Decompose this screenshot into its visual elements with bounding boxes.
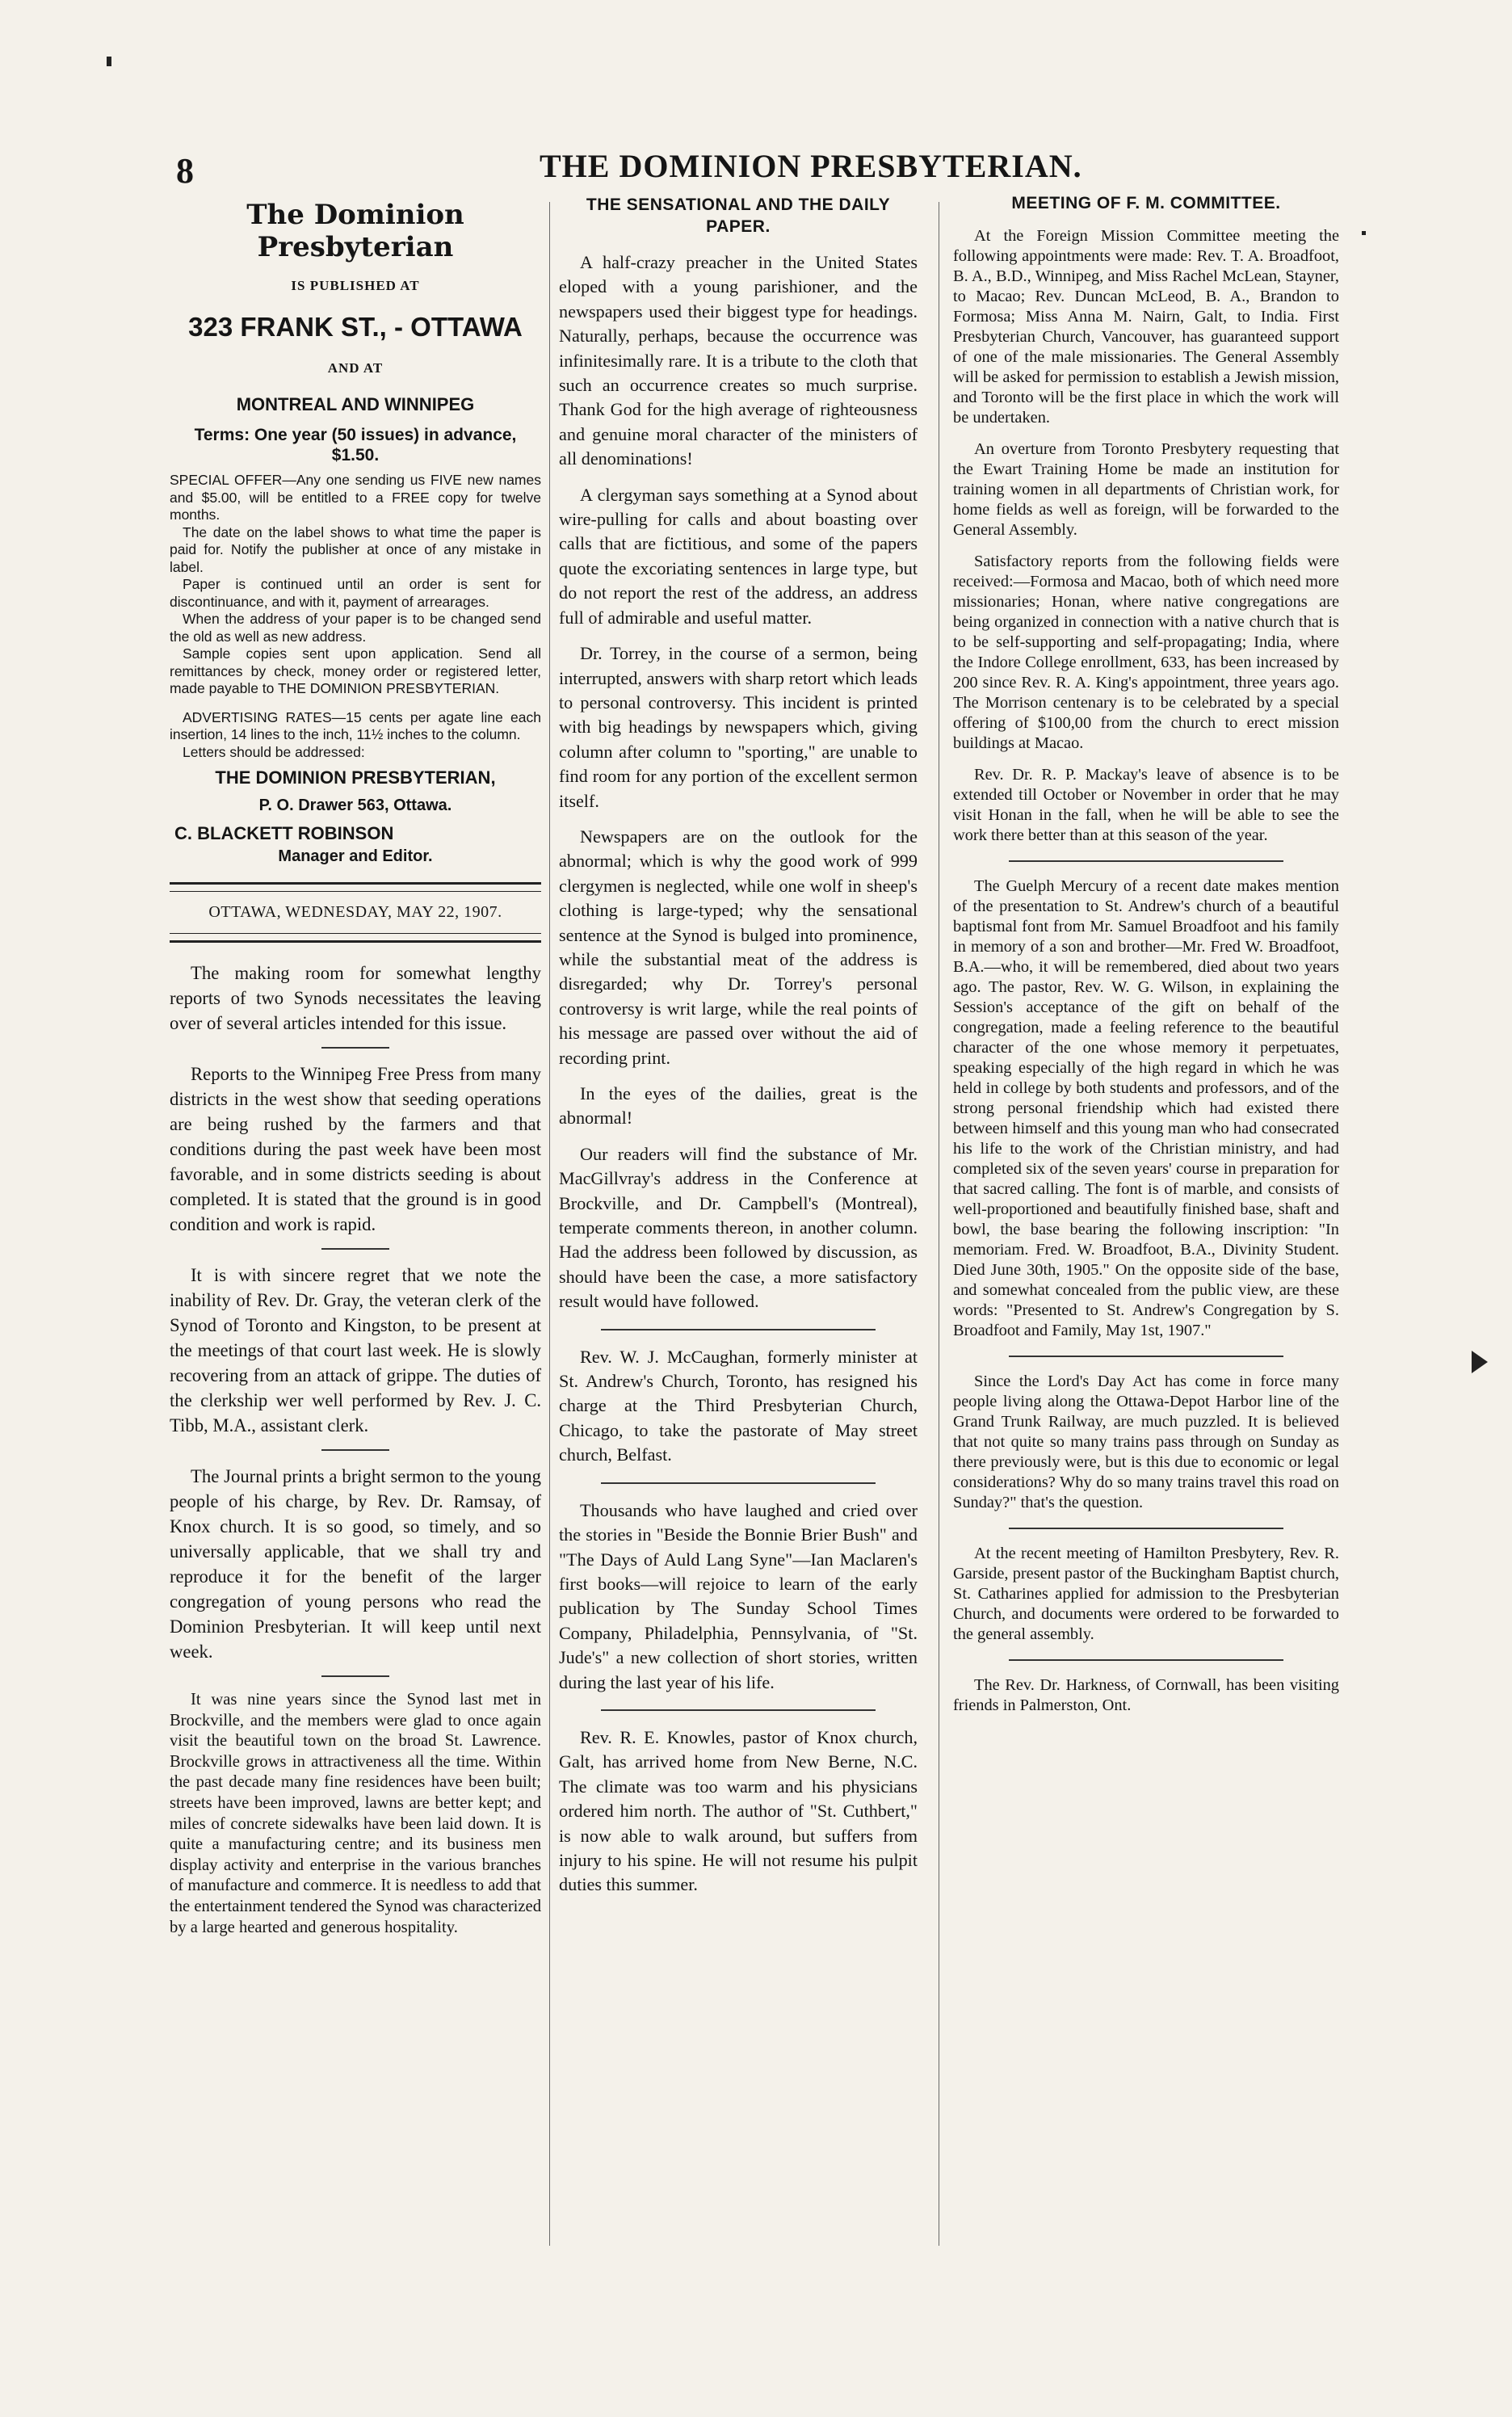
rule [170, 891, 541, 892]
notice-label-date: The date on the label shows to what time the paper is paid for. Notify the publisher at once of any mistake in label. [170, 523, 541, 575]
divider [321, 1449, 389, 1451]
advertising-rates: ADVERTISING RATES—15 cents per agate line each insertion, 14 lines to the inch, 11½ inches to the column. [170, 708, 541, 742]
divider [1009, 1356, 1283, 1357]
issue-dateline: OTTAWA, WEDNESDAY, MAY 22, 1907. [208, 903, 502, 921]
rule [170, 933, 541, 934]
article-paragraph: The Journal prints a bright sermon to the young people of his charge, by Rev. Dr. Ramsay, of Knox church. It is so good, so timely, and so universally applicable, that we shall try and reproduce it for the benefit of the larger congregation of young persons who read the Dominion Presbyterian. It will keep until next week. [170, 1466, 541, 1662]
article-paragraph: The making room for somewhat lengthy reports of two Synods necessitates the leaving over of several articles intended for this issue. [170, 963, 541, 1033]
divider [601, 1482, 876, 1484]
article-paragraph: An overture from Toronto Presbytery requesting that the Ewart Training Home be made an institution for training women in all departments of Christian work, for home fields as well as foreign, will be forwarded to the General Assembly. [953, 440, 1339, 539]
article-paragraph: Newspapers are on the outlook for the abnormal; which is why the good work of 999 clergymen is neglected, while one wolf in sheep's clothing is large-typed; why the sensational sentence at the Synod is bulged into prominence, while the substantial meat of the address is disregarded; why Dr. Torrey's personal controversy is writ large, while the real points of his message are passed over without the aid of recording print. [559, 826, 918, 1068]
addressee: THE DOMINION PRESBYTERIAN, [215, 767, 496, 788]
article-paragraph: A clergyman says something at a Synod about wire-pulling for calls and about boasting over calls that are fictitious, and some of the papers quote the excoriating sentences in large type, but do not report the rest of the address, an address full of admirable and useful matter. [559, 484, 918, 628]
article-paragraph: Satisfactory reports from the following fields were received:—Formosa and Macao, both of which need more missionaries; Honan, where native congregations are being organized in connection with a native church that is to be self-supporting and self-propagating; India, where the Indore College enrollment, 633, has been increased by 200 since Rev. R. A. King's appointment, three years ago. The Morrison centenary is to be celebrated by a special offering of $100,00 from the church to erect mission buildings at Macao. [953, 553, 1339, 752]
article-paragraph: At the Foreign Mission Committee meeting the following appointments were made: Rev. T. A. Broadfoot, B. A., B.D., Winnipeg, and Miss Rachel McLean, Stayner, to Macao; Rev. Duncan McLeod, B. A., Brandon to Formosa; Miss Anna M. Nairn, Galt, to India. First Presbyterian Church, Vancouver, has guaranteed support of one of the male missionaries. The General Assembly will be asked for permission to establish a Jewish mission, and Toronto will be the first place in which the work will be undertaken. [953, 227, 1339, 427]
divider [321, 1248, 389, 1250]
news-item: Thousands who have laughed and cried over the stories in "Beside the Bonnie Brier Bush" and "The Days of Auld Lang Syne"—Ian Maclaren's first books—will rejoice to learn of the early publication by The Sunday School Times Company, Philadelphia, Pennsylvania, of "St. Jude's" a new collection of short stories, written during the last year of his life. [559, 1499, 918, 1692]
article-paragraph: A half-crazy preacher in the United States eloped with a young parishioner, and the newspapers used their biggest type for headings. Naturally, perhaps, because the occurrence was infinitesimally rare. It is a tribute to the cloth that such an occurrence creates so much surprise. Thank God for the high average of righteousness and genuine moral character of the ministers of all denominations! [559, 252, 918, 469]
news-item: Since the Lord's Day Act has come in force many people living along the Ottawa-Depot Harbor line of the Grand Trunk Railway, are much puzzled. It is believed that not quite so many trains pass through on Sunday as there previously were, but is this due to economic or legal considerations? Why do so many trains travel this road on Sunday?" that's the question. [953, 1372, 1339, 1511]
subscription-terms: Terms: One year (50 issues) in advance, $1.50. [194, 426, 517, 464]
article-paragraph: It was nine years since the Synod last met in Brockville, and the members were glad to once again visit the beautiful town on the broad St. Lawrence. Brockville grows in attractiveness all the time. Within the past decade many fine residences have been built; streets have been improved, lawns are better kept; and miles of concrete sidewalks have been laid down. It is quite a manufacturing centre; and its business men display activity and enterprise in the various branches of manufacture and commerce. It is needless to add that the entertainment tendered the Synod was characterized by a large hearted and generous hospitality. [170, 1691, 541, 1936]
news-item: Rev. R. E. Knowles, pastor of Knox church, Galt, has arrived home from New Berne, N.C. The climate was too warm and his physicians ordered him north. The author of "St. Cuthbert," is now able to walk around, but suffers from injury to his spine. He will not resume his pulpit duties this summer. [559, 1726, 918, 1895]
article-paragraph: Dr. Torrey, in the course of a sermon, being interrupted, answers with sharp retort which leads to personal controversy. This incident is printed with big headings by newspapers which, giving column after column to "sporting," are unable to find room for any portion of the excellent sermon itself. [559, 643, 918, 811]
margin-arrow-mark [1472, 1351, 1488, 1373]
divider [1009, 860, 1283, 862]
scan-speck [107, 57, 111, 66]
page-number: 8 [176, 151, 194, 191]
manager-title: Manager and Editor. [278, 847, 433, 865]
column-middle [559, 194, 918, 1909]
article-paragraph: Reports to the Winnipeg Free Press from many districts in the west show that seeding operations are being rushed by the farmers and that conditions during the past week have been most favorable, and in some districts seeding is about completed. It is stated that the ground is in good condition and work is rapid. [170, 1064, 541, 1234]
news-item: At the recent meeting of Hamilton Presbytery, Rev. R. Garside, present pastor of the Buckingham Baptist church, St. Catharines applied for admission to the Presbyterian Church, and documents were ordered to be forwarded to the general assembly. [953, 1545, 1339, 1643]
news-item: Rev. W. J. McCaughan, formerly minister at St. Andrew's Church, Toronto, has resigned his charge at the Third Presbyterian Church, Chicago, to take the pastorate of May street church, Belfast. [559, 1346, 918, 1465]
and-at: AND AT [327, 360, 384, 376]
manager-name: C. BLACKETT ROBINSON [174, 823, 394, 843]
column-left [170, 194, 541, 1949]
notice-address-change: When the address of your paper is to be changed send the old as well as new address. [170, 611, 541, 645]
notice-continued: Paper is continued until an order is sent for discontinuance, and with it, payment of arrearages. [170, 576, 541, 610]
news-item: The Rev. Dr. Harkness, of Cornwall, has been visiting friends in Palmerston, Ont. [953, 1676, 1339, 1714]
published-at: IS PUBLISHED AT [291, 278, 420, 293]
divider [601, 1709, 876, 1711]
divider [1009, 1659, 1283, 1661]
running-head: THE DOMINION PRESBYTERIAN. [540, 148, 1082, 184]
article-paragraph: In the eyes of the dailies, great is the abnormal! [559, 1083, 918, 1129]
masthead-cities: MONTREAL AND WINNIPEG [236, 394, 475, 414]
divider [321, 1675, 389, 1677]
column-right [953, 194, 1339, 1727]
notice-remittances: Sample copies sent upon application. Send all remittances by check, money order or registered letter, made payable to THE DOMINION PRESBYTERIAN. [170, 645, 541, 696]
scan-speck [1362, 231, 1366, 235]
divider [321, 1047, 389, 1049]
masthead-box [170, 199, 541, 866]
divider [1009, 1528, 1283, 1529]
article-paragraph: Rev. Dr. R. P. Mackay's leave of absence is to be extended till October or November in order that he may visit Honan in the fall, when he will be able to see the work there better than at this season of the year. [953, 766, 1339, 844]
masthead-title: The Dominion Presbyterian [246, 199, 464, 263]
masthead-address: 323 FRANK ST., - OTTAWA [188, 312, 523, 342]
rule [170, 882, 541, 885]
rule [170, 940, 541, 943]
article-paragraph: It is with sincere regret that we note the inability of Rev. Dr. Gray, the veteran clerk of the Synod of Toronto and Kingston, to be present at the meetings of that court last week. He is slowly recovering from an attack of grippe. The duties of the clerkship wer well performed by Rev. J. C. Tibb, M.A., assistant clerk. [170, 1265, 541, 1435]
article-paragraph: Our readers will find the substance of Mr. MacGillvray's address in the Conference at Brockville, and Dr. Campbell's (Montreal), temperate comments thereon, in another column. Had the address been followed by discussion, as should have been the case, a more satisfactory result would have followed. [559, 1143, 918, 1312]
article-heading: THE SENSATIONAL AND THE DAILY PAPER. [586, 195, 891, 236]
notice-special-offer: SPECIAL OFFER—Any one sending us FIVE new names and $5.00, will be entitled to a FREE copy for twelve months. [170, 472, 541, 523]
column-rule [549, 202, 550, 2246]
letters-note: Letters should be addressed: [183, 743, 365, 760]
divider [601, 1329, 876, 1330]
news-item: The Guelph Mercury of a recent date makes mention of the presentation to St. Andrew's church of a beautiful baptismal font from Mr. Samuel Broadfoot and his family in memory of a son and brother—Mr. Fred W. Broadfoot, B.A.—who, it will be remembered, died about two years ago. The pastor, Rev. W. G. Wilson, in explaining the Session's acceptance of the gift on behalf of the congregation, made a feeling reference to the beautiful character of the one whose memory it perpetuates, speaking especially of the high regard in which he was held in college by both students and professors, and of the strong personal friendship which had existed there between himself and this young man who had consecrated his life to the work of the Christian ministry, and had completed six of the seven years' course in preparation for that sacred calling. The font is of marble, and consists of well-proportioned and beautifully finished base, shaft and bowl, the base bearing the following inscription: "In memoriam. Fred. W. Broadfoot, B.A., Divinity Student. Died June 30th, 1905." On the opposite side of the base, and somewhat concealed from the public view, are these words: "Presented to St. Andrew's Congregation by S. Broadfoot and Family, May 1st, 1907." [953, 877, 1339, 1339]
article-heading: MEETING OF F. M. COMMITTEE. [1011, 194, 1281, 212]
po-box: P. O. Drawer 563, Ottawa. [258, 797, 452, 814]
